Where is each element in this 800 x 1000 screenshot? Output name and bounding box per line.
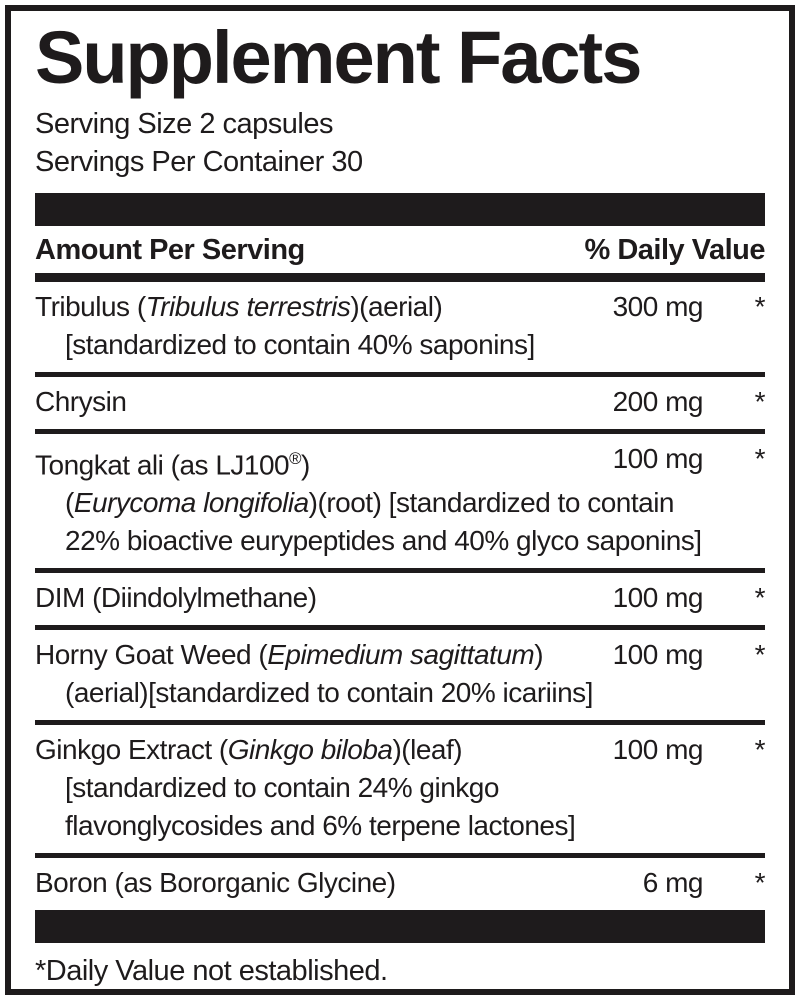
- column-header-amount: Amount Per Serving: [35, 234, 305, 266]
- text-segment: Eurycoma longifolia: [73, 487, 309, 519]
- ingredient-main-line: [35, 288, 765, 326]
- ingredient-name: [35, 636, 593, 674]
- ingredient-amount: 200 mg: [612, 386, 703, 417]
- ingredient-name: [35, 731, 593, 769]
- ingredient-row: [35, 630, 765, 725]
- ingredient-detail: [35, 484, 765, 522]
- text-segment: Horny Goat Weed (: [35, 639, 268, 671]
- servings-per-container: Servings Per Container 30: [35, 146, 363, 178]
- ingredient-name: [35, 383, 593, 421]
- ingredient-main-line: [35, 636, 765, 674]
- text-segment: flavonglycosides and 6% terpene lactones]: [65, 810, 576, 842]
- serving-size: Serving Size 2 capsules: [35, 108, 333, 140]
- text-segment: ): [300, 449, 310, 481]
- text-segment: Epimedium sagittatum: [267, 639, 535, 671]
- ingredient-row: [35, 573, 765, 630]
- daily-value-asterisk: *: [754, 443, 765, 474]
- ingredient-amount: 6 mg: [642, 867, 703, 899]
- ingredient-amount: 100 mg: [612, 639, 703, 671]
- column-header-row: [35, 226, 765, 273]
- ingredient-amount: 300 mg: [612, 291, 703, 322]
- ingredient-row: [35, 377, 765, 434]
- medium-separator-under-header: [35, 273, 765, 282]
- text-segment: Boron (as Bororganic Glycine): [35, 867, 396, 899]
- ingredient-main-line: [35, 579, 765, 617]
- daily-value-asterisk: *: [754, 734, 765, 766]
- thick-separator-top: [35, 193, 765, 226]
- text-segment: Ginkgo Extract (: [35, 734, 228, 766]
- ingredient-rows: [35, 282, 765, 910]
- ingredient-name: [35, 440, 593, 484]
- ingredient-main-line: [35, 864, 765, 902]
- ingredient-main-line: [35, 731, 765, 769]
- ingredient-name: [35, 288, 593, 326]
- ingredient-row: [35, 858, 765, 910]
- ingredient-detail: [35, 807, 765, 845]
- ingredient-name: [35, 579, 593, 617]
- ingredient-detail: [35, 769, 765, 807]
- ingredient-detail: [35, 674, 765, 712]
- text-segment: )(leaf): [392, 734, 463, 766]
- daily-value-asterisk: *: [754, 582, 765, 614]
- ingredient-main-line: [35, 383, 765, 421]
- thick-separator-bottom: [35, 910, 765, 943]
- ingredient-detail: [35, 522, 765, 560]
- ingredient-row: [35, 725, 765, 858]
- text-segment: [standardized to contain 24% ginkgo: [65, 772, 499, 804]
- text-segment: Tribulus terrestris: [145, 291, 351, 322]
- text-segment: (: [65, 487, 74, 519]
- text-segment: ®: [289, 449, 301, 468]
- ingredient-name: [35, 864, 593, 902]
- text-segment: ): [534, 639, 544, 671]
- panel-title: Supplement Facts: [35, 16, 641, 99]
- ingredient-amount: 100 mg: [612, 734, 703, 766]
- text-segment: Tongkat ali (as LJ100: [35, 449, 290, 481]
- text-segment: [standardized to contain 40% saponins]: [65, 329, 535, 360]
- text-segment: Chrysin: [35, 386, 127, 417]
- ingredient-row: [35, 282, 765, 377]
- supplement-facts-panel: [5, 5, 795, 995]
- column-header-daily-value: % Daily Value: [584, 234, 765, 266]
- text-segment: )(aerial): [350, 291, 443, 322]
- daily-value-asterisk: *: [754, 867, 765, 899]
- text-segment: DIM (Diindolylmethane): [35, 582, 317, 614]
- daily-value-asterisk: *: [754, 291, 765, 322]
- ingredient-amount: 100 mg: [612, 443, 703, 474]
- daily-value-asterisk: *: [754, 639, 765, 671]
- text-segment: )(root) [standardized to contain: [308, 487, 674, 519]
- ingredient-detail: [35, 326, 765, 364]
- text-segment: Ginkgo biloba: [227, 734, 393, 766]
- ingredient-amount: 100 mg: [612, 582, 703, 614]
- text-segment: Tribulus (: [35, 291, 146, 322]
- daily-value-asterisk: *: [754, 386, 765, 417]
- ingredient-row: [35, 434, 765, 573]
- ingredient-main-line: [35, 440, 765, 484]
- text-segment: (aerial)[standardized to contain 20% icariins]: [65, 677, 593, 709]
- text-segment: 22% bioactive eurypeptides and 40% glyco saponins]: [65, 525, 702, 557]
- daily-value-footnote: *Daily Value not established.: [35, 955, 388, 988]
